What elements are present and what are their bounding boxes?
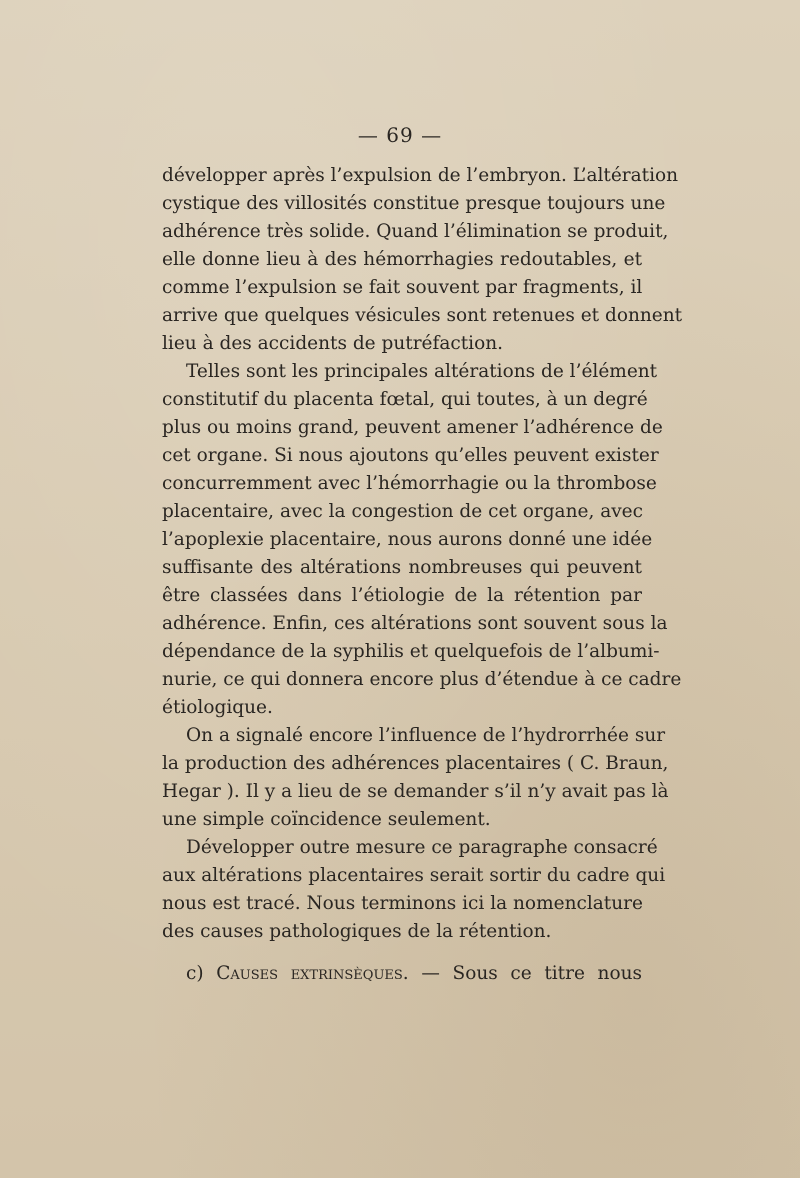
text-line: lieu à des accidents de putréfaction. [162,333,504,354]
text-line: étiologique. [162,697,273,718]
text-line: la production des adhérences placentaires ( C. Braun, [162,753,669,774]
text-line: Hegar ). Il y a lieu de se demander s’il n’y avait pas là [162,781,669,802]
text-line: des causes pathologiques de la rétention. [162,921,552,942]
text-line: développer après l’expulsion de l’embryon. L’altération [162,165,679,186]
text-line: plus ou moins grand, peuvent amener l’adhérence de [162,417,663,438]
text-line: cystique des villosités constitue presque toujours une [162,193,666,214]
text-line: Développer outre mesure ce paragraphe consacré [186,837,658,858]
text-line: cet organe. Si nous ajoutons qu’elles peuvent exister [162,445,659,466]
text-line: dépendance de la syphilis et quelquefois de l’albumi- [162,641,660,662]
text-line: constitutif du placenta fœtal, qui toutes, à un degré [162,389,648,410]
text-line: adhérence très solide. Quand l’élimination se produit, [162,221,669,242]
text-line: placentaire, avec la congestion de cet organe, avec [162,501,643,522]
text-line: elle donne lieu à des hémorrhagies redoutables, et [162,249,642,270]
text-line: aux altérations placentaires serait sortir du cadre qui [162,865,666,886]
heading-rest: Sous ce titre nous [452,963,643,984]
text-line: arrive que quelques vésicules sont retenues et donnent [162,305,683,326]
heading-label: c) [186,963,204,984]
text-line: suffisante des altérations nombreuses qui peuvent [162,557,642,578]
text-line: une simple coïncidence seulement. [162,809,491,830]
text-line: l’apoplexie placentaire, nous aurons donné une idée [162,529,653,550]
text-line: On a signalé encore l’influence de l’hydrorrhée sur [186,725,666,746]
text-line: nurie, ce qui donnera encore plus d’étendue à ce cadre [162,669,682,690]
text-line: Telles sont les principales altérations de l’élément [186,361,658,382]
section-heading [186,960,642,987]
text-line: concurremment avec l’hémorrhagie ou la thrombose [162,473,657,494]
page-number: — 69 — [357,123,443,147]
text-line: nous est tracé. Nous terminons ici la nomenclature [162,893,643,914]
heading-dash: — [421,963,440,984]
heading-title: Causes extrinsèques. [216,963,409,984]
text-line: adhérence. Enfin, ces altérations sont souvent sous la [162,613,668,634]
text-line: comme l’expulsion se fait souvent par fragments, il [162,277,643,298]
text-line: être classées dans l’étiologie de la rétention par [162,585,642,606]
